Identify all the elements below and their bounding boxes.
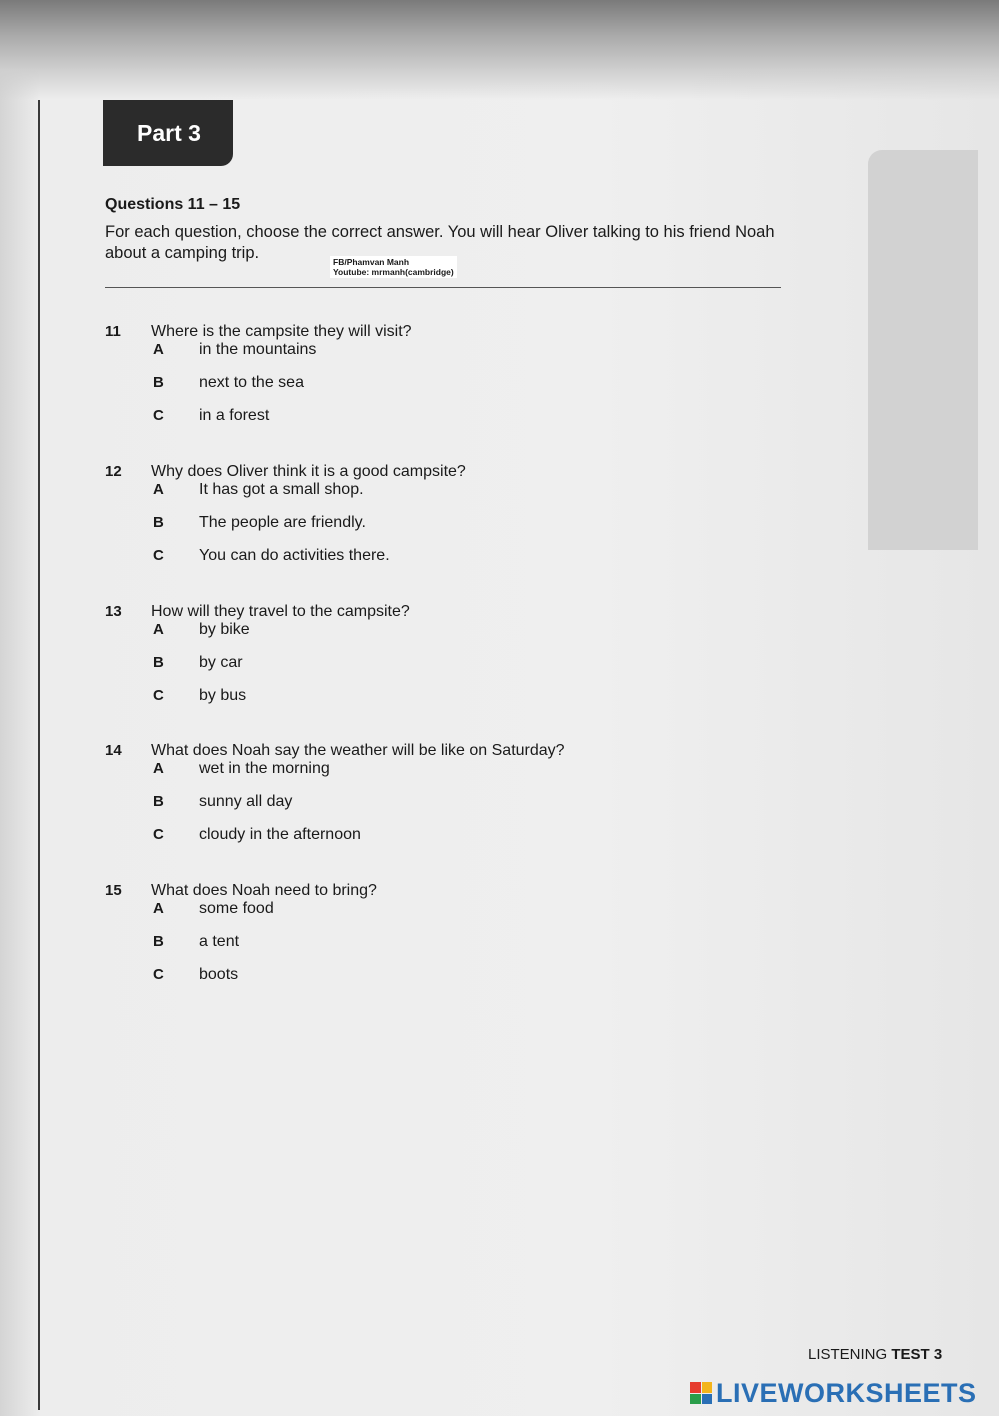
option-letter: A [153,760,164,777]
option-letter: A [153,900,164,917]
option-letter: B [153,933,164,950]
option-letter: B [153,514,164,531]
question-text: What does Noah need to bring? [151,882,377,899]
watermark-stamp [330,256,457,278]
option-b[interactable] [153,514,725,547]
option-a[interactable] [153,900,725,933]
question-text: Where is the campsite they will visit? [151,323,412,340]
question-text: How will they travel to the campsite? [151,603,410,620]
section-instructions: For each question, choose the correct answer. You will hear Oliver talking to his friend Noah about a camping trip. [105,223,775,262]
stamp-line-2: Youtube: mrmanh(cambridge) [333,267,454,277]
option-letter: A [153,621,164,638]
option-text: by bus [199,687,247,704]
option-c[interactable] [153,547,725,580]
option-c[interactable] [153,826,725,859]
question-11 [105,323,725,440]
option-letter: B [153,374,164,391]
option-letter: C [153,826,164,843]
question-number: 13 [105,603,122,620]
option-text: in a forest [199,407,270,424]
option-b[interactable] [153,933,725,966]
option-letter: A [153,481,164,498]
part-tab [103,100,233,166]
option-b[interactable] [153,654,725,687]
option-letter: C [153,547,164,564]
section-heading: Questions 11 – 15 [105,196,241,213]
option-text: wet in the morning [199,760,330,777]
option-text: You can do activities there. [199,547,390,564]
option-letter: C [153,966,164,983]
brand-banner[interactable] [690,1376,977,1410]
brand-text: LIVEWORKSHEETS [716,1377,977,1408]
liveworksheets-logo-icon [690,1382,712,1404]
option-a[interactable] [153,760,725,793]
option-letter: A [153,341,164,358]
question-text: Why does Oliver think it is a good campsite? [151,463,466,480]
bleed-through-tab [868,150,978,550]
option-text: It has got a small shop. [199,481,364,498]
option-text: sunny all day [199,793,293,810]
option-letter: C [153,687,164,704]
option-text: in the mountains [199,341,317,358]
question-number: 11 [105,323,121,340]
option-text: a tent [199,933,240,950]
question-number: 14 [105,742,122,759]
option-text: The people are friendly. [199,514,366,531]
question-13 [105,603,725,720]
option-text: cloudy in the afternoon [199,826,361,843]
option-b[interactable] [153,793,725,826]
part-label: Part 3 [137,119,201,146]
option-letter: C [153,407,164,424]
option-a[interactable] [153,621,725,654]
option-text: boots [199,966,239,983]
question-14 [105,742,725,859]
page-edge-line [38,100,40,1410]
footer-test-label: TEST 3 [891,1346,943,1363]
stamp-line-1: FB/Phamvan Manh [333,257,410,267]
question-15 [105,882,725,999]
option-letter: B [153,654,164,671]
option-b[interactable] [153,374,725,407]
option-c[interactable] [153,407,725,440]
option-text: some food [199,900,274,917]
footer-prefix: LISTENING [808,1346,892,1363]
option-text: by car [199,654,243,671]
option-text: next to the sea [199,374,304,391]
question-text: What does Noah say the weather will be like on Saturday? [151,742,565,759]
option-letter: B [153,793,164,810]
option-a[interactable] [153,481,725,514]
divider-rule [105,287,781,288]
scan-shadow [0,0,999,100]
question-number: 12 [105,463,122,480]
question-number: 15 [105,882,122,899]
option-a[interactable] [153,341,725,374]
option-c[interactable] [153,966,725,999]
option-text: by bike [199,621,250,638]
question-12 [105,463,725,580]
option-c[interactable] [153,687,725,720]
page-footer [808,1346,942,1363]
